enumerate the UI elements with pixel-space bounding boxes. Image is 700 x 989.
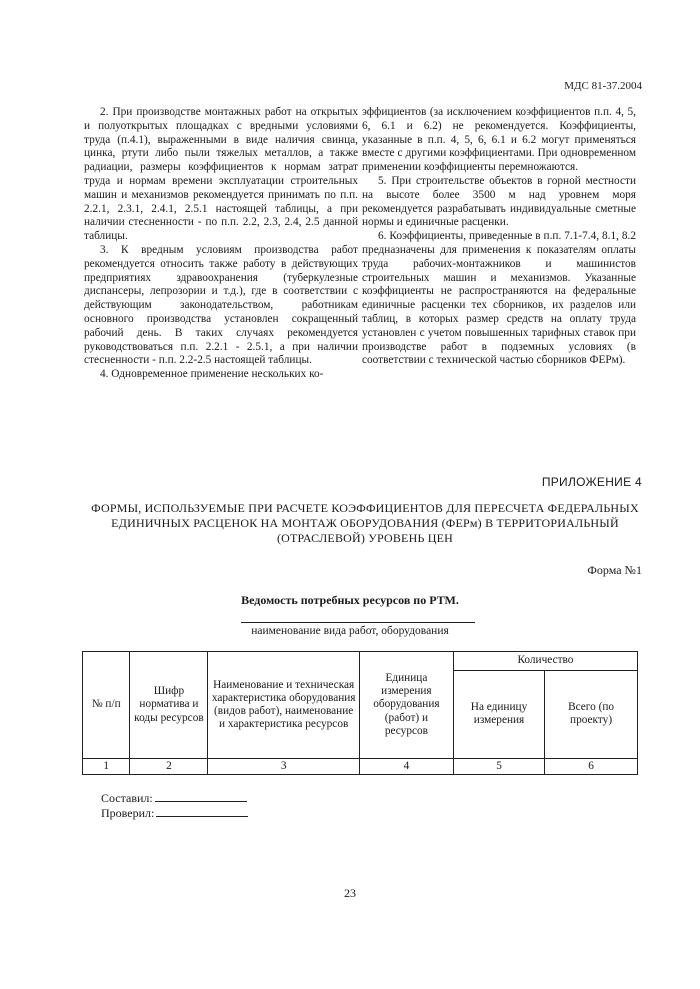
header-quantity: Количество xyxy=(453,652,637,671)
paragraph-6: 6. Коэффициенты, приведенные в п.п. 7.1-7.4, 8.1, 8.2 предназначены для применения к показателям оплаты труда рабочих-монтажников и машинистов строительных машин и механизмов. Указанные коэффициенты не распространяются на федеральные единичные расценки тех сборников, их разделов или таблиц, в которых размер средств на оплату труда установлен с учетом повышенных тарифных ставок при производстве работ в подземных условиях (в соответствии с технической частью сборников ФЕРм). xyxy=(362,230,636,367)
signature-checked xyxy=(101,806,248,821)
paragraph-5: 5. При строительстве объектов в горной местности на высоте более 3500 м над уровнем моря рекомендуется разрабатывать индивидуальные сметные нормы и единичные расценки. xyxy=(362,174,636,229)
resource-table xyxy=(82,651,638,775)
column-number-3: 3 xyxy=(208,759,360,775)
signature-checked-line xyxy=(156,806,248,817)
header-num: № п/п xyxy=(83,652,130,759)
header-qty-total: Всего (по проекту) xyxy=(545,670,638,758)
form-number: Форма №1 xyxy=(587,563,642,577)
section-heading: ФОРМЫ, ИСПОЛЬЗУЕМЫЕ ПРИ РАСЧЕТЕ КОЭФФИЦИЕНТОВ ДЛЯ ПЕРЕСЧЕТА ФЕДЕРАЛЬНЫХ ЕДИНИЧНЫХ РАСЦЕНОК НА МОНТАЖ ОБОРУДОВАНИЯ (ФЕРм) В ТЕРРИТОРИАЛЬНЫЙ (ОТРАСЛЕВОЙ) УРОВЕНЬ ЦЕН xyxy=(91,501,639,545)
signature-compiled-label: Составил: xyxy=(101,791,153,805)
form-title: Ведомость потребных ресурсов по РТМ. xyxy=(241,593,459,607)
column-number-2: 2 xyxy=(130,759,208,775)
form-subcaption: наименование вида работ, оборудования xyxy=(251,625,449,637)
column-number-1: 1 xyxy=(83,759,130,775)
text-columns xyxy=(84,106,636,382)
column-number-5: 5 xyxy=(453,759,544,775)
left-column xyxy=(84,106,358,382)
signature-compiled-line xyxy=(155,791,247,802)
signature-checked-label: Проверил: xyxy=(101,806,155,820)
header-unit: Единица измерения оборудования (работ) и ресурсов xyxy=(359,652,453,759)
paragraph-3: 3. К вредным условиям производства работ рекомендуется относить также работу в действующих предприятиях здравоохранения (туберкулезные диспансеры, лепрозории и т.д.), где в соответствии с действующим законодательством, работникам основного производства установлен сокращенный рабочий день. В таких случаях рекомендуется руководствоваться п.п. 2.2.1 - 2.5.1, а при наличии стесненности - п.п. 2.2-2.5 настоящей таблицы. xyxy=(84,243,358,367)
appendix-label: ПРИЛОЖЕНИЕ 4 xyxy=(541,475,642,489)
document-code: МДС 81-37.2004 xyxy=(564,80,642,92)
paragraph-4-end: эффициентов (за исключением коэффициентов п.п. 4, 5, 6, 6.1 и 6.2) не рекомендуется. Коэффициенты, указанные в п.п. 4, 5, 6, 6.1 и 6.2 могут применяться вместе с другими коэффициентами. При одновременном применении коэффициенты перемножаются. xyxy=(362,106,636,174)
paragraph-4-start: 4. Одновременное применение нескольких ко- xyxy=(100,368,324,381)
right-column xyxy=(362,106,636,382)
page-number: 23 xyxy=(344,886,356,900)
header-qty-unit: На единицу измерения xyxy=(453,670,544,758)
column-number-6: 6 xyxy=(545,759,638,775)
header-code: Шифр норматива и коды ресурсов xyxy=(130,652,208,759)
paragraph-2: 2. При производстве монтажных работ на открытых и полуоткрытых площадках с вредными условиями труда (п.4.1), выраженными в виде наличия свинца, цинка, ртути либо пыли тяжелых металлов, а также радиации, размеры коэффициентов к нормам затрат труда и нормам времени эксплуатации строительных машин и механизмов рекомендуется принимать по п.п. 2.2.1, 2.3.1, 2.4.1, 2.5.1 настоящей таблицы, а при наличии стесненности - по п.п. 2.2, 2.3, 2.4, 2.5 данной таблицы. xyxy=(84,106,358,243)
signature-compiled xyxy=(101,791,247,806)
header-name: Наименование и техническая характеристика оборудования (видов работ), наименование и характеристика ресурсов xyxy=(208,652,360,759)
column-number-4: 4 xyxy=(359,759,453,775)
form-title-underline xyxy=(241,622,475,623)
